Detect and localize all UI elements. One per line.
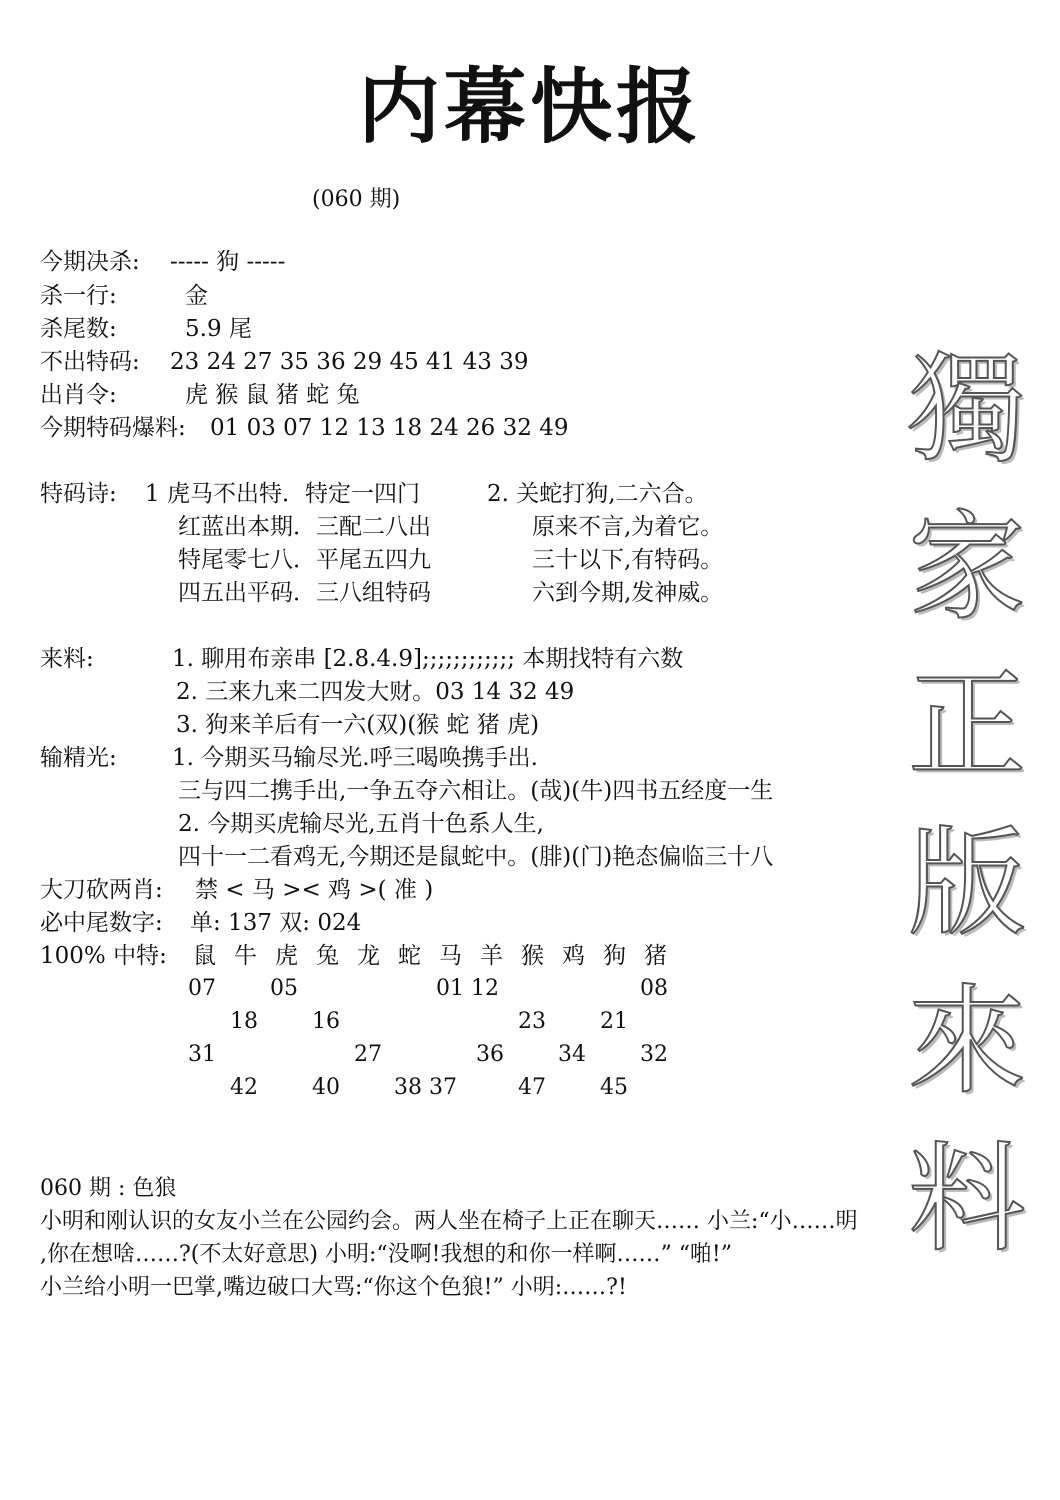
side-char: 來 [907, 972, 1026, 1110]
hundred-row [0, 940, 880, 973]
zodiac-item: 龙 [357, 943, 380, 969]
lose-label: 输精光: [40, 745, 117, 771]
side-char: 家 [907, 498, 1026, 636]
material-label: 来料: [40, 646, 94, 672]
no-zodiac-value: 虎 猴 鼠 猪 蛇 兔 [185, 382, 360, 408]
kill-tail-row [0, 313, 880, 346]
lose-line: 1. 今期买马输尽光.呼三喝唤携手出. [172, 745, 538, 771]
special-tips-label: 今期特码爆料: [40, 415, 186, 441]
lose-line: 四十一二看鸡无,今期还是鼠蛇中。(腓)(门)艳态偏临三十八 [178, 844, 774, 870]
kill-element-row [0, 280, 880, 313]
zodiac-item: 狗 [603, 943, 626, 969]
side-char: 版 [907, 814, 1026, 952]
number-item: 42 [230, 1075, 258, 1100]
poem-line: 红蓝出本期．三配二八出 [178, 514, 431, 540]
poem-line: 四五出平码．三八组特码 [178, 580, 431, 606]
no-zodiac-label: 出肖令: [40, 382, 117, 408]
no-zodiac-row [0, 379, 880, 412]
tail-digits-value: 单: 137 双: 024 [190, 910, 362, 936]
number-item: 27 [354, 1042, 382, 1067]
lose-line: 2. 今期买虎输尽光,五肖十色系人生, [178, 811, 544, 837]
zodiac-item: 鸡 [562, 943, 585, 969]
two-zodiac-row [0, 874, 880, 907]
number-item: 38 37 [394, 1075, 457, 1100]
kill-label: 今期决杀: [40, 249, 140, 275]
zodiac-list [193, 940, 685, 973]
poem-line: 2. 关蛇打狗,二六合。 [487, 481, 708, 507]
number-item: 01 12 [436, 976, 499, 1001]
side-char: 料 [907, 1130, 1026, 1268]
kill-tail-label: 杀尾数: [40, 316, 117, 342]
kill-tail-value: 5.9 尾 [185, 316, 252, 342]
zodiac-item: 兔 [316, 943, 339, 969]
kill-row [0, 246, 880, 279]
material-section [0, 643, 900, 743]
issue-number: (060 期) [312, 187, 401, 212]
poem-line: 1 虎马不出特．特定一四门 [145, 481, 420, 507]
number-item: 21 [600, 1009, 628, 1034]
two-zodiac-value: 禁 < 马 >< 鸡 >( 准 ) [195, 877, 434, 903]
number-item: 08 [640, 976, 668, 1001]
zodiac-item: 蛇 [398, 943, 421, 969]
material-line: 2. 三来九来二四发大财。03 14 32 49 [176, 679, 575, 705]
number-item: 45 [600, 1075, 628, 1100]
poem-line: 三十以下,有特码。 [532, 547, 724, 573]
joke-line: ,你在想啥……?(不太好意思) 小明:“没啊!我想的和你一样啊……” “啪!” [40, 1242, 733, 1267]
number-item: 32 [640, 1042, 668, 1067]
special-tips-value: 01 03 07 12 13 18 24 26 32 49 [210, 415, 569, 441]
lose-line: 三与四二携手出,一争五夺六相让。(哉)(牛)四书五经度一生 [178, 778, 774, 804]
two-zodiac-label: 大刀砍两肖: [40, 877, 163, 903]
poem-label: 特码诗: [40, 481, 117, 507]
number-item: 07 [188, 976, 216, 1001]
poem-line: 原来不言,为着它。 [532, 514, 724, 540]
material-line: 3. 狗来羊后有一六(双)(猴 蛇 猪 虎) [176, 712, 540, 738]
joke-line: 小明和刚认识的女友小兰在公园约会。两人坐在椅子上正在聊天…… 小兰:“小……明 [40, 1209, 858, 1234]
poem-line: 六到今期,发神威。 [532, 580, 724, 606]
no-special-value: 23 24 27 35 36 29 45 41 43 39 [170, 349, 529, 375]
special-tips-row [0, 412, 880, 445]
zodiac-item: 猪 [644, 943, 667, 969]
zodiac-item: 虎 [275, 943, 298, 969]
zodiac-item: 马 [439, 943, 462, 969]
number-item: 23 [518, 1009, 546, 1034]
poem-line: 特尾零七八．平尾五四九 [178, 547, 431, 573]
hundred-label: 100% 中特: [40, 943, 167, 969]
page-title: 内幕快报 [357, 60, 702, 155]
number-item: 05 [270, 976, 298, 1001]
zodiac-item: 牛 [234, 943, 257, 969]
no-special-row [0, 346, 880, 379]
number-item: 31 [188, 1042, 216, 1067]
joke-line: 小兰给小明一巴掌,嘴边破口大骂:“你这个色狼!” 小明:……?! [40, 1275, 627, 1300]
material-line: 1. 聊用布亲串 [2.8.4.9];;;;;;;;;;;; 本期找特有六数 [172, 646, 684, 672]
side-char: 獨 [907, 340, 1026, 478]
tail-digits-row [0, 907, 880, 940]
no-special-label: 不出特码: [40, 349, 140, 375]
number-item: 40 [312, 1075, 340, 1100]
kill-element-value: 金 [185, 283, 208, 309]
joke-title: 060 期 : 色狼 [40, 1176, 177, 1201]
kill-element-label: 杀一行: [40, 283, 117, 309]
zodiac-item: 鼠 [193, 943, 216, 969]
lose-section [0, 742, 900, 882]
kill-value: ----- 狗 ----- [170, 249, 286, 275]
poem-section [0, 478, 900, 618]
number-item: 18 [230, 1009, 258, 1034]
side-char: 正 [907, 656, 1026, 794]
exclusive-side-text [902, 330, 1032, 1278]
zodiac-item: 猴 [521, 943, 544, 969]
number-item: 34 [558, 1042, 586, 1067]
zodiac-item: 羊 [480, 943, 503, 969]
number-item: 36 [476, 1042, 504, 1067]
number-item: 47 [518, 1075, 546, 1100]
number-item: 16 [312, 1009, 340, 1034]
tail-digits-label: 必中尾数字: [40, 910, 163, 936]
